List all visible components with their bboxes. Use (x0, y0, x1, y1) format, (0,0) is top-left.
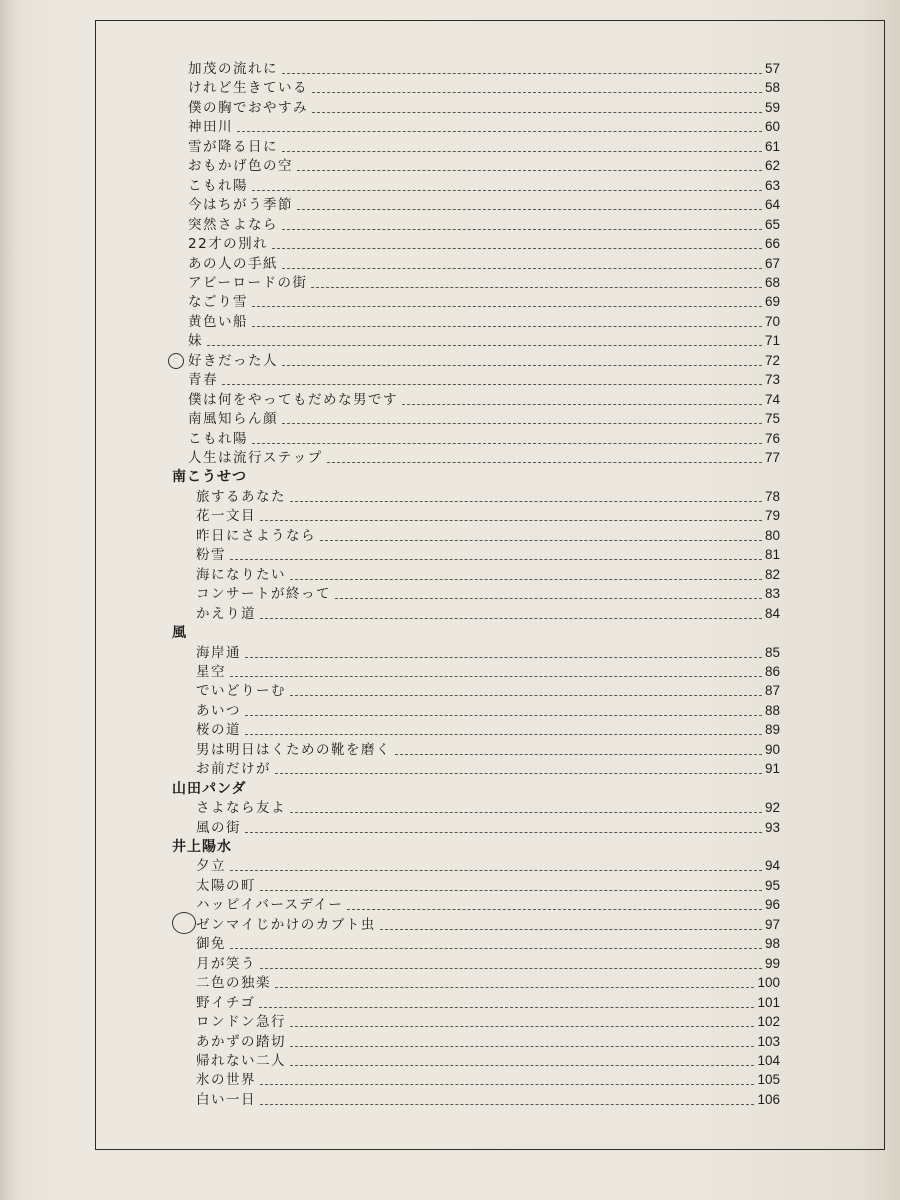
dot-leader (245, 832, 762, 833)
dot-leader (230, 870, 762, 871)
toc-entry (0, 739, 900, 759)
toc-entry (0, 972, 900, 992)
entry-title: おもかげ色の空 (188, 158, 293, 175)
toc-entry (0, 719, 900, 739)
entry-title: 氷の世界 (196, 1072, 256, 1089)
dot-leader (230, 676, 762, 677)
toc-entry (0, 700, 900, 720)
dot-leader (290, 1065, 754, 1066)
entry-page-number: 91 (764, 761, 780, 777)
dot-leader (252, 306, 762, 307)
dot-leader (237, 131, 762, 132)
entry-page-number: 59 (764, 99, 780, 115)
entry-page-number: 105 (757, 1072, 780, 1088)
dot-leader (275, 987, 754, 988)
entry-title: 御免 (196, 936, 226, 953)
toc-entry (0, 1089, 900, 1109)
toc-entry (0, 1069, 900, 1089)
entry-title: 黄色い船 (188, 313, 248, 330)
toc-entry (0, 914, 900, 934)
entry-page-number: 72 (764, 352, 780, 368)
dot-leader (290, 1026, 754, 1027)
entry-title: けれど生きている (188, 80, 308, 97)
entry-page-number: 68 (764, 274, 780, 290)
dot-leader (252, 443, 762, 444)
dot-leader (312, 92, 762, 93)
dot-leader (260, 968, 762, 969)
entry-title: 白い一日 (196, 1091, 256, 1108)
entry-title: 妹 (188, 333, 203, 350)
entry-page-number: 62 (764, 158, 780, 174)
toc-entry (0, 680, 900, 700)
dot-leader (297, 209, 762, 210)
entry-title: 僕の胸でおやすみ (188, 99, 308, 116)
entry-title: 南風知らん顔 (188, 411, 278, 428)
entry-title: 神田川 (188, 119, 233, 136)
entry-page-number: 103 (757, 1033, 780, 1049)
dot-leader (252, 326, 762, 327)
entry-page-number: 87 (764, 683, 780, 699)
toc-entry (0, 214, 900, 234)
entry-page-number: 58 (764, 80, 780, 96)
toc-entry (0, 875, 900, 895)
entry-page-number: 84 (764, 605, 780, 621)
entry-title: 青春 (188, 372, 218, 389)
entry-page-number: 100 (757, 975, 780, 991)
dot-leader (312, 112, 762, 113)
toc-entry (0, 583, 900, 603)
dot-leader (282, 365, 762, 366)
entry-page-number: 106 (757, 1091, 780, 1107)
entry-page-number: 57 (764, 61, 780, 76)
entry-page-number: 99 (764, 955, 780, 971)
entry-title: 僕は何をやってもだめな男です (188, 391, 398, 408)
toc-entry (0, 642, 900, 662)
dot-leader (395, 754, 762, 755)
entry-page-number: 66 (764, 236, 780, 252)
dot-leader (252, 190, 762, 191)
dot-leader (230, 948, 762, 949)
entry-title: 星空 (196, 663, 226, 680)
toc-entry (0, 447, 900, 467)
entry-page-number: 104 (757, 1052, 780, 1068)
entry-title: 旅するあなた (196, 488, 286, 505)
dot-leader (282, 268, 762, 269)
entry-title: なごり雪 (188, 294, 248, 311)
entry-title: 昨日にさようなら (196, 527, 316, 544)
entry-page-number: 85 (764, 644, 780, 660)
entry-page-number: 71 (764, 333, 780, 349)
entry-page-number: 102 (757, 1014, 780, 1030)
dot-leader (320, 540, 762, 541)
toc-entry (0, 369, 900, 389)
entry-title: 22才の別れ (188, 236, 269, 253)
dot-leader (290, 695, 762, 696)
toc-entry (0, 525, 900, 545)
entry-title: あいつ (196, 702, 241, 719)
entry-title: 桜の道 (196, 722, 241, 739)
entry-title: 粉雪 (196, 547, 226, 564)
dot-leader (275, 773, 762, 774)
entry-page-number: 83 (764, 586, 780, 602)
toc-entry (0, 758, 900, 778)
toc-entry (0, 603, 900, 623)
entry-title: 風の街 (196, 819, 241, 836)
entry-title: ゼンマイじかけのカブト虫 (196, 916, 376, 933)
dot-leader (402, 404, 762, 405)
entry-title: こもれ陽 (188, 177, 248, 194)
toc-entry (0, 116, 900, 136)
entry-title: 男は明日はくための靴を磨く (196, 741, 391, 758)
dot-leader (297, 170, 762, 171)
entry-page-number: 95 (764, 877, 780, 893)
toc-entry (0, 933, 900, 953)
entry-title: 今はちがう季節 (188, 197, 293, 214)
toc-entry (0, 992, 900, 1012)
toc-entry (0, 77, 900, 97)
section-heading: 風 (172, 625, 187, 642)
entry-page-number: 69 (764, 294, 780, 310)
entry-page-number: 82 (764, 566, 780, 582)
dot-leader (311, 287, 762, 288)
entry-title: コンサートが終って (196, 586, 331, 603)
entry-page-number: 63 (764, 177, 780, 193)
entry-page-number: 73 (764, 372, 780, 388)
dot-leader (245, 734, 762, 735)
entry-page-number: 79 (764, 508, 780, 524)
toc-entry (0, 272, 900, 292)
toc-entry (0, 155, 900, 175)
entry-page-number: 65 (764, 216, 780, 232)
entry-page-number: 101 (757, 994, 780, 1010)
entry-page-number: 76 (764, 430, 780, 446)
dot-leader (260, 1104, 754, 1105)
entry-title: あかずの踏切 (196, 1033, 286, 1050)
toc-entry (0, 58, 900, 78)
entry-title: 雪が降る日に (188, 138, 278, 155)
dot-leader (335, 598, 762, 599)
entry-title: お前だけが (196, 761, 271, 778)
section-heading: 山田パンダ (172, 780, 247, 797)
entry-page-number: 77 (764, 450, 780, 465)
dot-leader (260, 1084, 754, 1085)
entry-page-number: 74 (764, 391, 780, 407)
entry-page-number: 94 (764, 858, 780, 874)
entry-page-number: 64 (764, 197, 780, 213)
entry-page-number: 88 (764, 702, 780, 718)
dot-leader (290, 579, 762, 580)
dot-leader (347, 909, 762, 910)
entry-title: 花一文目 (196, 508, 256, 525)
toc-entry (0, 136, 900, 156)
section-heading: 井上陽水 (172, 839, 232, 855)
toc-entry (0, 311, 900, 331)
dot-leader (245, 715, 762, 716)
section-heading: 南こうせつ (172, 469, 247, 486)
entry-page-number: 78 (764, 488, 780, 504)
dot-leader (327, 462, 762, 463)
entry-page-number: 61 (764, 138, 780, 154)
dot-leader (272, 248, 762, 249)
entry-page-number: 97 (764, 916, 780, 932)
handwritten-circle-mark (168, 353, 184, 369)
entry-page-number: 70 (764, 313, 780, 329)
section-heading-row (0, 622, 900, 642)
toc-entry (0, 330, 900, 350)
entry-title: アビーロードの街 (188, 274, 308, 291)
entry-page-number: 89 (764, 722, 780, 738)
entry-page-number: 81 (764, 547, 780, 563)
section-heading-row (0, 466, 900, 486)
dot-leader (290, 501, 762, 502)
entry-title: 二色の独楽 (196, 975, 271, 992)
toc-entry (0, 544, 900, 564)
entry-page-number: 86 (764, 663, 780, 679)
entry-page-number: 93 (764, 819, 780, 835)
entry-title: 海になりたい (196, 566, 286, 583)
toc-entry (0, 233, 900, 253)
entry-page-number: 98 (764, 936, 780, 952)
dot-leader (290, 1046, 754, 1047)
dot-leader (282, 423, 762, 424)
entry-title: 夕立 (196, 858, 226, 875)
dot-leader (230, 559, 762, 560)
entry-title: 加茂の流れに (188, 61, 278, 77)
entry-title: ハッピイバースデイー (196, 897, 344, 914)
toc-entry (0, 1031, 900, 1051)
toc-entry (0, 97, 900, 117)
toc-entry (0, 350, 900, 370)
toc-entry (0, 564, 900, 584)
entry-page-number: 90 (764, 741, 780, 757)
toc-entry (0, 175, 900, 195)
entry-title: 海岸通 (196, 644, 241, 661)
entry-title: あの人の手紙 (188, 255, 278, 272)
toc-entry (0, 505, 900, 525)
entry-title: こもれ陽 (188, 430, 248, 447)
handwritten-circle-mark (172, 912, 196, 934)
dot-leader (260, 520, 762, 521)
toc-entry (0, 389, 900, 409)
toc-entry (0, 797, 900, 817)
toc-entry (0, 291, 900, 311)
dot-leader (282, 73, 762, 74)
entry-title: 突然さよなら (188, 216, 278, 233)
entry-page-number: 60 (764, 119, 780, 135)
dot-leader (222, 384, 762, 385)
dot-leader (259, 1007, 754, 1008)
toc-entry (0, 894, 900, 914)
entry-title: かえり道 (196, 605, 256, 622)
entry-title: 月が笑う (196, 955, 256, 972)
dot-leader (380, 929, 762, 930)
entry-title: さよなら友よ (196, 800, 286, 817)
dot-leader (260, 890, 762, 891)
toc-entry (0, 486, 900, 506)
entry-title: 太陽の町 (196, 877, 256, 894)
entry-page-number: 96 (764, 897, 780, 913)
entry-title: 帰れない二人 (196, 1052, 286, 1069)
entry-page-number: 80 (764, 527, 780, 543)
toc-entry (0, 817, 900, 837)
toc-entry (0, 428, 900, 448)
toc-entry (0, 408, 900, 428)
dot-leader (207, 345, 762, 346)
entry-page-number: 67 (764, 255, 780, 271)
entry-title: 好きだった人 (188, 352, 278, 369)
toc-entry (0, 855, 900, 875)
entry-title: 野イチゴ (196, 994, 256, 1011)
toc-entry (0, 1050, 900, 1070)
entry-title: 人生は流行ステップ (188, 450, 323, 466)
dot-leader (260, 618, 762, 619)
section-heading-row (0, 836, 900, 856)
section-heading-row (0, 778, 900, 798)
dot-leader (282, 151, 762, 152)
toc-entry (0, 1011, 900, 1031)
dot-leader (290, 812, 762, 813)
toc-entry (0, 253, 900, 273)
toc-entry (0, 194, 900, 214)
toc-entry (0, 953, 900, 973)
entry-page-number: 92 (764, 800, 780, 816)
entry-title: ロンドン急行 (196, 1014, 286, 1031)
entry-page-number: 75 (764, 411, 780, 427)
dot-leader (245, 657, 762, 658)
dot-leader (282, 229, 762, 230)
toc-entry (0, 661, 900, 681)
entry-title: でいどりーむ (196, 683, 286, 700)
